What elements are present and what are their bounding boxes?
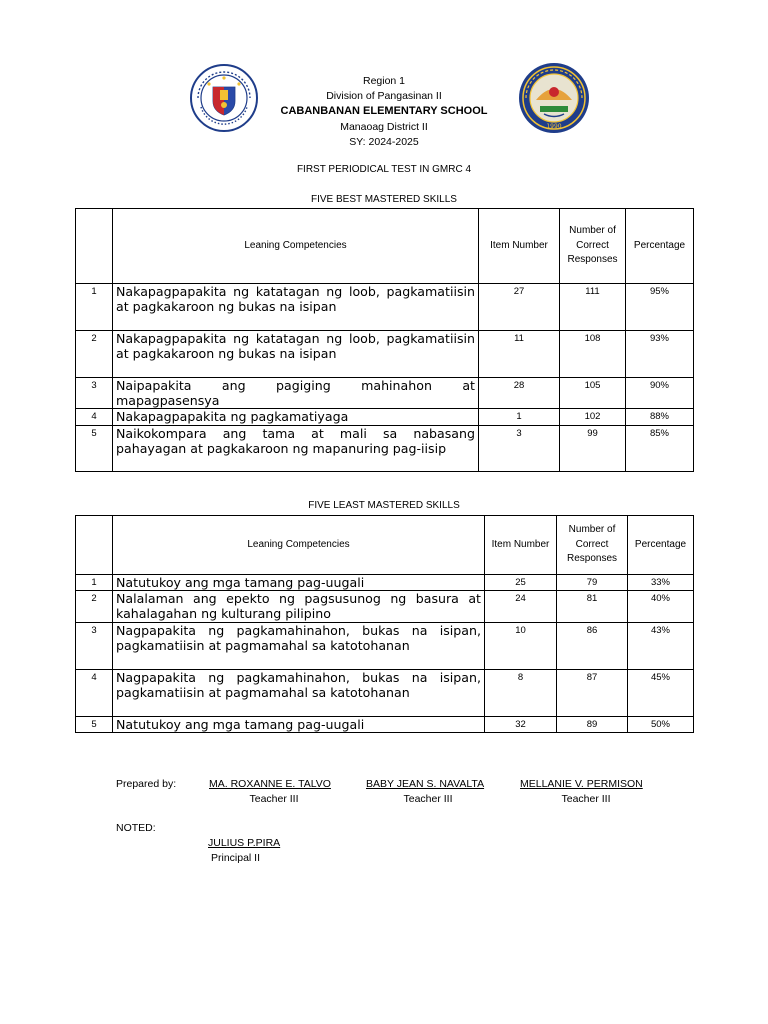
- percent-cell: 90%: [626, 378, 694, 409]
- region-text: Region 1: [362, 75, 406, 87]
- correct-cell: 81: [557, 591, 628, 622]
- competency-cell: Nagpapakita ng pagkamahinahon, bukas na isipan, pagkamatiisin at pagmamahal sa katotohanan: [113, 669, 485, 716]
- item-number-cell: 11: [479, 331, 560, 378]
- item-number-cell: 24: [485, 591, 557, 622]
- competency-cell: Naikokompara ang tama at mali sa nabasang pahayagan at pagkakaroon ng mapanuring pag-iisip: [113, 425, 479, 471]
- correct-cell: 105: [560, 378, 626, 409]
- table-row: [76, 331, 694, 378]
- signatory-name: JULIUS P.PIRA: [208, 837, 281, 849]
- row-number: 2: [76, 331, 113, 378]
- header-competency: Leaning Competencies: [113, 516, 485, 575]
- test-title: FIRST PERIODICAL TEST IN GMRC 4: [296, 164, 472, 175]
- row-number: 1: [76, 575, 113, 591]
- signatory-position: Teacher III: [561, 792, 611, 805]
- signatory-name: MELLANIE V. PERMISON: [520, 778, 643, 790]
- signatory-teacher-1: [209, 777, 339, 806]
- percent-cell: 88%: [626, 409, 694, 425]
- table-row: [76, 669, 694, 716]
- signatory-principal: [208, 836, 280, 865]
- row-number: 3: [76, 622, 113, 669]
- correct-cell: 99: [560, 425, 626, 471]
- school-year: SY: 2024-2025: [349, 135, 419, 148]
- competency-cell: Naipapakita ang pagiging mahinahon at mapagpasensya: [113, 378, 479, 409]
- item-number-cell: 25: [485, 575, 557, 591]
- row-number: 2: [76, 591, 113, 622]
- signatory-position: Teacher III: [403, 792, 453, 805]
- signatory-teacher-3: [520, 777, 652, 806]
- row-number: 4: [76, 669, 113, 716]
- correct-cell: 86: [557, 622, 628, 669]
- competency-cell: Nalalaman ang epekto ng pagsusunog ng basura at kahalagahan ng kulturang pilipino: [113, 591, 485, 622]
- percent-cell: 85%: [626, 425, 694, 471]
- table-header-row: [76, 516, 694, 575]
- item-number-cell: 32: [485, 716, 557, 732]
- header-percentage: Percentage: [628, 516, 694, 575]
- row-number: 3: [76, 378, 113, 409]
- competency-cell: Natutukoy ang mga tamang pag-uugali: [113, 575, 485, 591]
- school-name: CABANBANAN ELEMENTARY SCHOOL: [280, 105, 488, 118]
- row-number: 4: [76, 409, 113, 425]
- item-number-cell: 3: [479, 425, 560, 471]
- item-number-cell: 27: [479, 284, 560, 331]
- percent-cell: 93%: [626, 331, 694, 378]
- signatory-name: MA. ROXANNE E. TALVO: [209, 778, 331, 790]
- correct-cell: 87: [557, 669, 628, 716]
- signatory-position: Teacher III: [249, 792, 299, 805]
- percent-cell: 43%: [628, 622, 694, 669]
- percent-cell: 45%: [628, 669, 694, 716]
- district-text: Manaoag District II: [340, 120, 428, 133]
- correct-cell: 108: [560, 331, 626, 378]
- header-item-number: Item Number: [479, 209, 560, 284]
- correct-cell: 89: [557, 716, 628, 732]
- correct-cell: 111: [560, 284, 626, 331]
- item-number-cell: 10: [485, 622, 557, 669]
- table-row: [76, 425, 694, 471]
- row-number: 5: [76, 425, 113, 471]
- competency-cell: Nakapagpapakita ng katatagan ng loob, pagkamatiisin at pagkakaroon ng bukas na isipan: [113, 331, 479, 378]
- least-skills-title: FIVE LEAST MASTERED SKILLS: [308, 500, 460, 511]
- table-header-row: [76, 209, 694, 284]
- table-row: [76, 409, 694, 425]
- percent-cell: 95%: [626, 284, 694, 331]
- correct-cell: 79: [557, 575, 628, 591]
- table-row: [76, 575, 694, 591]
- item-number-cell: 8: [485, 669, 557, 716]
- row-number: 1: [76, 284, 113, 331]
- signatory-name: BABY JEAN S. NAVALTA: [366, 778, 485, 790]
- percent-cell: 33%: [628, 575, 694, 591]
- table-row: [76, 378, 694, 409]
- division-text: Division of Pangasinan II: [326, 90, 442, 103]
- competency-cell: Nakapagpapakita ng katatagan ng loob, pagkamatiisin at pagkakaroon ng bukas na isipan: [113, 284, 479, 331]
- header-percentage: Percentage: [626, 209, 694, 284]
- header-item-number: Item Number: [485, 516, 557, 575]
- header-no: [76, 209, 113, 284]
- header-competency: Leaning Competencies: [113, 209, 479, 284]
- header-correct-responses: Number of Correct Responses: [557, 516, 628, 575]
- percent-cell: 40%: [628, 591, 694, 622]
- row-number: 5: [76, 716, 113, 732]
- table-row: [76, 284, 694, 331]
- header-correct-responses: Number of Correct Responses: [560, 209, 626, 284]
- table-row: [76, 622, 694, 669]
- prepared-by-label: Prepared by:: [116, 778, 177, 790]
- least-skills-table: [75, 515, 694, 733]
- signatory-position: Principal II: [211, 851, 261, 864]
- header-no: [76, 516, 113, 575]
- competency-cell: Natutukoy ang mga tamang pag-uugali: [113, 716, 485, 732]
- signatory-teacher-2: [366, 777, 490, 806]
- noted-label: NOTED:: [116, 822, 156, 834]
- table-row: [76, 591, 694, 622]
- competency-cell: Nagpapakita ng pagkamahinahon, bukas na isipan, pagkamatiisin at pagmamahal sa katotohanan: [113, 622, 485, 669]
- item-number-cell: 1: [479, 409, 560, 425]
- item-number-cell: 28: [479, 378, 560, 409]
- svg-text:1990: 1990: [546, 123, 562, 130]
- competency-cell: Nakapagpapakita ng pagkamatiyaga: [113, 409, 479, 425]
- correct-cell: 102: [560, 409, 626, 425]
- best-skills-title: FIVE BEST MASTERED SKILLS: [311, 194, 457, 205]
- percent-cell: 50%: [628, 716, 694, 732]
- document-header: [0, 74, 768, 150]
- best-skills-table: [75, 208, 694, 472]
- table-row: [76, 716, 694, 732]
